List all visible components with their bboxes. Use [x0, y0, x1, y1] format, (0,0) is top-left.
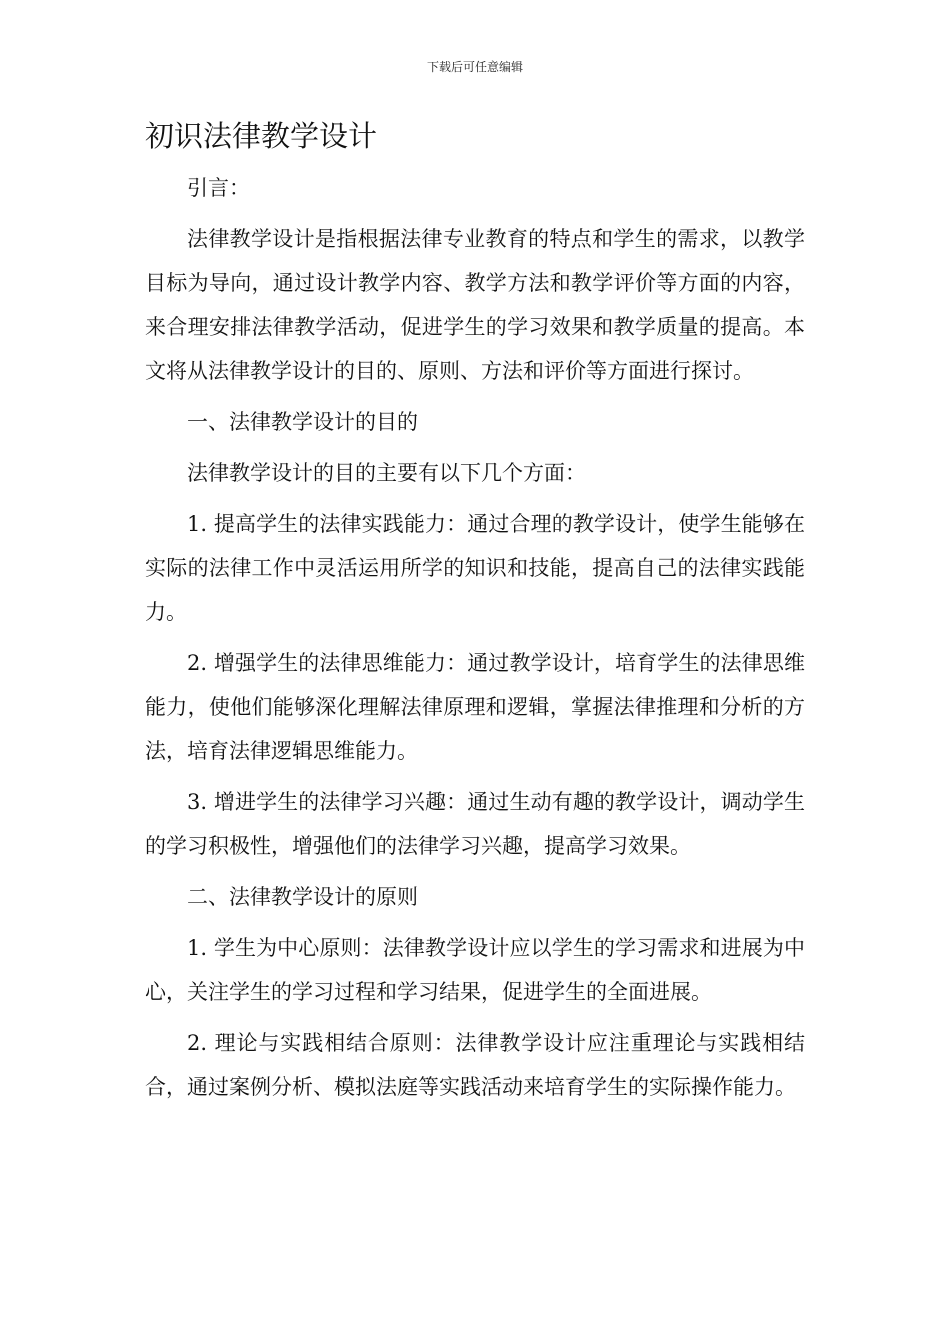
- section-heading-purpose: 一、法律教学设计的目的: [187, 410, 418, 434]
- document-body: [145, 166, 805, 1116]
- paragraph-intro-label: 引言：: [187, 176, 250, 200]
- list-item-purpose-2: 2. 增强学生的法律思维能力：通过教学设计，培育学生的法律思维能力，使他们能够深化理解法律原理和逻辑，掌握法律推理和分析的方法，培育法律逻辑思维能力。: [145, 651, 805, 763]
- list-item-principle-1: 1. 学生为中心原则：法律教学设计应以学生的学习需求和进展为中心，关注学生的学习过程和学习结果，促进学生的全面进展。: [145, 936, 805, 1004]
- document-title: 初识法律教学设计: [145, 119, 378, 153]
- list-item-purpose-1: 1. 提高学生的法律实践能力：通过合理的教学设计，使学生能够在实际的法律工作中灵活运用所学的知识和技能，提高自己的法律实践能力。: [145, 512, 805, 624]
- paragraph-intro-text: 法律教学设计是指根据法律专业教育的特点和学生的需求，以教学目标为导向，通过设计教学内容、教学方法和教学评价等方面的内容，来合理安排法律教学活动，促进学生的学习效果和教学质量的提高。本文将从法律教学设计的目的、原则、方法和评价等方面进行探讨。: [145, 227, 805, 383]
- list-item-principle-2: 2. 理论与实践相结合原则：法律教学设计应注重理论与实践相结合，通过案例分析、模拟法庭等实践活动来培育学生的实际操作能力。: [145, 1031, 805, 1099]
- page-header-note: 下载后可任意编辑: [426, 60, 523, 74]
- list-item-purpose-3: 3. 增进学生的法律学习兴趣：通过生动有趣的教学设计，调动学生的学习积极性，增强他们的法律学习兴趣，提高学习效果。: [145, 790, 805, 858]
- section-heading-principles: 二、法律教学设计的原则: [187, 885, 418, 909]
- paragraph-purpose-intro: 法律教学设计的目的主要有以下几个方面：: [187, 461, 586, 485]
